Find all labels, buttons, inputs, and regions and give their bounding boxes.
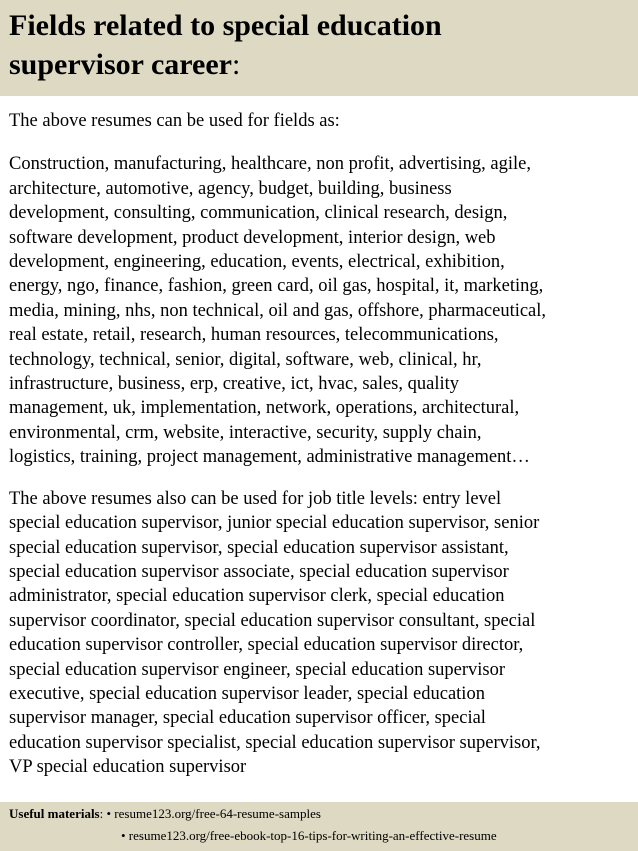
fields-line: environmental, crm, website, interactive, security, supply chain, (9, 422, 482, 443)
intro-text: The above resumes can be used for fields as: (9, 111, 340, 131)
fields-line: software development, product development, interior design, web (9, 227, 496, 248)
fields-line: logistics, training, project management, administrative management… (9, 447, 530, 468)
useful-materials-label: Useful materials (9, 806, 100, 821)
useful-materials-footer (0, 802, 638, 851)
page-title-line-2: supervisor career (9, 48, 232, 81)
fields-line: media, mining, nhs, non technical, oil and gas, offshore, pharmaceutical, (9, 300, 547, 321)
job-levels-line: The above resumes also can be used for job title levels: entry level (9, 488, 502, 509)
fields-line: energy, ngo, finance, fashion, green card, oil gas, hospital, it, marketing, (9, 276, 544, 297)
fields-line: infrastructure, business, erp, creative, ict, hvac, sales, quality (9, 374, 460, 395)
job-levels-line: executive, special education supervisor leader, special education (9, 683, 485, 704)
page-title-line-1: Fields related to special education (9, 9, 442, 42)
fields-line: technology, technical, senior, digital, software, web, clinical, hr, (9, 349, 482, 370)
resume-samples-link[interactable]: • resume123.org/free-64-resume-samples (106, 806, 321, 821)
ebook-tips-link[interactable]: • resume123.org/free-ebook-top-16-tips-for-writing-an-effective-resume (121, 828, 497, 843)
title-banner (0, 0, 638, 96)
page-title-colon: : (232, 48, 241, 81)
useful-materials-row-1 (9, 806, 321, 822)
useful-materials-row-2 (121, 828, 497, 844)
useful-materials-label-suffix: : (99, 806, 107, 821)
job-levels-line: special education supervisor engineer, special education supervisor (9, 659, 506, 680)
fields-line: real estate, retail, research, human resources, telecommunications, (9, 325, 499, 346)
fields-line: management, uk, implementation, network, operations, architectural, (9, 398, 520, 419)
job-levels-line: administrator, special education supervisor clerk, special education (9, 586, 505, 607)
job-levels-line: education supervisor specialist, special education supervisor supervisor, (9, 732, 541, 753)
job-levels-line: special education supervisor, junior special education supervisor, senior (9, 513, 540, 534)
fields-line: development, engineering, education, events, electrical, exhibition, (9, 252, 505, 273)
fields-line: architecture, automotive, agency, budget, building, business (9, 178, 452, 199)
page-title (9, 6, 629, 84)
job-levels-line: education supervisor controller, special education supervisor director, (9, 635, 524, 656)
job-levels-line: supervisor manager, special education supervisor officer, special (9, 708, 486, 729)
body-content (9, 109, 633, 802)
fields-paragraph (9, 152, 633, 469)
job-levels-paragraph (9, 487, 633, 780)
fields-line: Construction, manufacturing, healthcare, non profit, advertising, agile, (9, 154, 531, 175)
job-levels-line: supervisor coordinator, special education supervisor consultant, special (9, 610, 536, 631)
job-levels-line: VP special education supervisor (9, 757, 247, 778)
job-levels-line: special education supervisor associate, special education supervisor (9, 561, 509, 582)
fields-line: development, consulting, communication, clinical research, design, (9, 203, 508, 224)
job-levels-line: special education supervisor, special education supervisor assistant, (9, 537, 509, 558)
